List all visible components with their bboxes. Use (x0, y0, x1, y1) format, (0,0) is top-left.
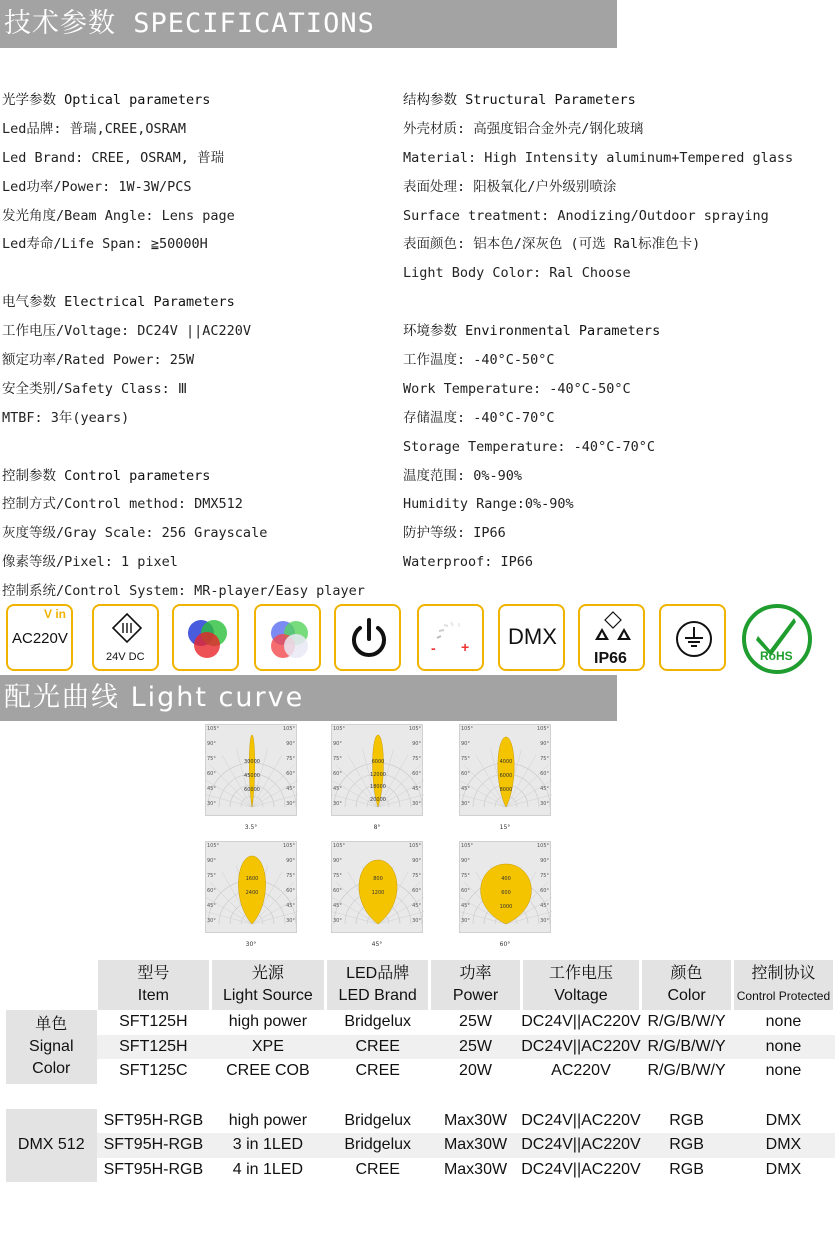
specifications-banner: 技术参数 SPECIFICATIONS (0, 0, 617, 48)
spec-line: 防护等级: IP66 (403, 525, 506, 542)
polar-tick-label: 60° (540, 771, 549, 777)
polar-grid (206, 842, 298, 934)
table-row (6, 1158, 835, 1183)
table-header-cell (521, 960, 640, 1010)
polar-tick-label: 45° (412, 786, 421, 792)
class-three-24vdc-icon (92, 604, 159, 671)
polar-curve-chart (331, 724, 423, 816)
table-cell: 20W (459, 1062, 492, 1080)
polar-tick-label: 45° (207, 903, 216, 909)
header-en: Item (137, 987, 169, 1004)
polar-tick-label: 60° (207, 771, 216, 777)
polar-tick-label: 60° (333, 771, 342, 777)
table-cell: DMX (765, 1111, 802, 1129)
polar-tick-label: 45° (207, 786, 216, 792)
polar-tick-label: 75° (333, 756, 342, 762)
intensity-label: 18000 (370, 784, 386, 790)
dmx-label: DMX (508, 624, 557, 649)
dimmer-plus: + (461, 639, 470, 655)
polar-curve-chart (205, 724, 297, 816)
polar-tick-label: 45° (461, 786, 470, 792)
intensity-label: 6000 (371, 759, 385, 765)
table-cell: 25W (430, 1035, 521, 1060)
polar-tick-label: 105° (461, 726, 474, 732)
spec-line: 发光角度/Beam Angle: Lens page (2, 207, 235, 224)
polar-grid (332, 842, 424, 934)
table-header-cell (210, 960, 325, 1010)
spec-line (2, 433, 412, 462)
rohs-check-icon (742, 604, 812, 674)
intensity-label: 4000 (499, 759, 513, 765)
table-cell: XPE (210, 1035, 325, 1060)
table-row (6, 1109, 835, 1134)
rgbw-color-icon (254, 604, 321, 671)
table-row (6, 1035, 835, 1060)
table-cell: DC24V||AC220V (521, 1035, 640, 1060)
rohs-label: RoHS (760, 649, 793, 663)
table-header-row (6, 960, 835, 1010)
intensity-label: 400 (501, 876, 511, 882)
polar-grid (460, 725, 552, 817)
table-cell: 3 in 1LED (210, 1133, 325, 1158)
polar-tick-label: 90° (412, 858, 421, 864)
polar-tick-label: 75° (286, 873, 295, 879)
table-cell: high power (228, 1111, 308, 1129)
polar-tick-label: 75° (333, 873, 342, 879)
table-cell: DMX (765, 1160, 802, 1178)
header-cn: 工作电压 (548, 965, 613, 982)
spec-line: 温度范围: 0%-90% (403, 467, 523, 484)
spec-line: Material: High Intensity aluminum+Tempered glass (403, 149, 794, 166)
specs-left-column (2, 86, 412, 606)
dc-label: 24V DC (106, 651, 145, 663)
intensity-label: 12000 (370, 771, 386, 778)
table-cell: CREE (326, 1035, 430, 1060)
polar-tick-label: 75° (207, 873, 216, 879)
spec-line: Led寿命/Life Span: ≧50000H (2, 236, 208, 253)
intensity-label: 30000 (244, 759, 260, 765)
spec-line (2, 259, 412, 288)
spec-line: Light Body Color: Ral Choose (403, 265, 631, 282)
rgb-circles-icon (174, 606, 241, 673)
table-header-cell (326, 960, 430, 1010)
beam-shape (498, 737, 514, 807)
spec-line: Work Temperature: -40°C-50°C (403, 380, 631, 397)
polar-tick-label: 75° (207, 756, 216, 762)
header-cn: 颜色 (670, 965, 703, 982)
table-header-cell (732, 960, 834, 1010)
table-cell: SFT125H (97, 1035, 211, 1060)
dimmer-icon (417, 604, 484, 671)
spec-line: 表面处理: 阳极氧化/户外级别喷涂 (403, 178, 617, 195)
polar-tick-label: 90° (286, 741, 295, 747)
header-en: Control Protected (736, 989, 831, 1003)
table-cell: SFT95H-RGB (103, 1160, 204, 1178)
polar-tick-label: 75° (540, 756, 549, 762)
spec-section-heading: 电气参数 Electrical Parameters (2, 294, 235, 311)
table-row (6, 1133, 835, 1158)
spec-line: 像素等级/Pixel: 1 pixel (2, 554, 178, 571)
header-en: Voltage (554, 987, 608, 1004)
table-header-cell (97, 960, 211, 1010)
table-cell: none (732, 1035, 834, 1060)
polar-tick-label: 45° (540, 786, 549, 792)
polar-tick-label: 105° (333, 843, 346, 849)
spec-line: 控制方式/Control method: DMX512 (2, 496, 243, 513)
table-cell: RGB (641, 1133, 733, 1158)
polar-tick-label: 45° (540, 903, 549, 909)
table-cell: none (765, 1062, 802, 1080)
beam-angle-caption: 60° (499, 941, 511, 948)
spec-line: 工作电压/Voltage: DC24V ||AC220V (2, 323, 252, 340)
polar-tick-label: 30° (461, 801, 470, 807)
table-cell: DMX (732, 1133, 834, 1158)
polar-tick-label: 105° (461, 843, 474, 849)
specs-right-column (403, 86, 833, 577)
polar-tick-label: 45° (286, 786, 295, 792)
table-cell: RGB (669, 1160, 704, 1178)
feature-icons-row (6, 604, 836, 674)
polar-tick-label: 105° (408, 843, 421, 849)
group-label: DMX 512 (6, 1109, 97, 1183)
power-switch-icon (334, 604, 401, 671)
header-en: Power (452, 987, 499, 1004)
polar-tick-label: 90° (412, 741, 421, 747)
polar-tick-label: 30° (333, 801, 342, 807)
table-cell: DC24V||AC220V (521, 1111, 641, 1129)
spec-line: Surface treatment: Anodizing/Outdoor spraying (403, 207, 769, 224)
table-cell: DC24V||AC220V (521, 1133, 640, 1158)
intensity-label: 20000 (370, 796, 386, 803)
spec-line: Led品牌: 普瑞,CREE,OSRAM (2, 120, 187, 137)
header-cn: 功率 (459, 965, 492, 982)
header-en: Color (667, 987, 706, 1004)
polar-grid (206, 725, 298, 817)
product-spec-table (6, 960, 836, 1182)
spec-line: Humidity Range:0%-90% (403, 496, 574, 513)
polar-tick-label: 30° (207, 801, 216, 807)
polar-tick-label: 105° (207, 726, 220, 732)
table-row (6, 1010, 835, 1035)
polar-tick-label: 30° (540, 918, 549, 924)
intensity-label: 6000 (499, 773, 513, 779)
polar-curve-chart (205, 841, 297, 933)
polar-tick-label: 90° (461, 741, 470, 747)
beam-angle-caption: 8° (373, 824, 381, 831)
polar-tick-label: 45° (286, 903, 295, 909)
header-cn: 光源 (251, 965, 284, 982)
spec-line: Waterproof: IP66 (403, 554, 534, 571)
spec-line: 控制系统/Control System: MR-player/Easy player (2, 583, 365, 600)
intensity-label: 800 (373, 876, 383, 882)
polar-tick-label: 30° (286, 801, 295, 807)
spec-line: 表面颜色: 铝本色/深灰色 (可选 Ral标准色卡) (403, 236, 701, 253)
ip66-icon (578, 604, 645, 671)
ground-icon (659, 604, 726, 671)
beam-angle-caption: 15° (499, 824, 511, 831)
polar-tick-label: 45° (333, 786, 342, 792)
beam-angle-caption: 45° (371, 941, 383, 948)
spec-line: MTBF: 3年(years) (2, 409, 130, 426)
table-cell: R/G/B/W/Y (647, 1013, 726, 1031)
ip-label: IP66 (594, 650, 627, 667)
table-cell: R/G/B/W/Y (641, 1035, 733, 1060)
intensity-label: 1200 (371, 890, 385, 896)
spec-line: Storage Temperature: -40°C-70°C (403, 438, 655, 455)
polar-tick-label: 30° (412, 918, 421, 924)
ac220v-icon (6, 604, 73, 671)
header-en: Light Source (222, 987, 313, 1004)
polar-tick-label: 45° (333, 903, 342, 909)
table-cell: DC24V||AC220V (521, 1013, 641, 1031)
spec-line: 灰度等级/Gray Scale: 256 Grayscale (2, 525, 268, 542)
polar-tick-label: 105° (408, 726, 421, 732)
dimming-arc-icon (419, 606, 486, 673)
table-cell: high power (228, 1013, 308, 1031)
polar-tick-label: 30° (333, 918, 342, 924)
spec-section-heading: 结构参数 Structural Parameters (403, 92, 636, 108)
polar-tick-label: 90° (461, 858, 470, 864)
table-row (6, 1059, 835, 1084)
dimmer-minus: - (431, 640, 436, 656)
polar-tick-label: 90° (207, 858, 216, 864)
table-header-cell (641, 960, 733, 1010)
header-cn: 型号 (137, 965, 170, 982)
polar-tick-label: 75° (461, 873, 470, 879)
polar-tick-label: 75° (286, 756, 295, 762)
spec-line (403, 288, 833, 317)
spec-line: 外壳材质: 高强度铝合金外壳/钢化玻璃 (403, 120, 644, 137)
polar-tick-label: 105° (536, 843, 549, 849)
polar-tick-label: 45° (461, 903, 470, 909)
spec-section-heading: 控制参数 Control parameters (2, 467, 211, 484)
intensity-label: 8000 (499, 787, 513, 793)
beam-angle-caption: 30° (245, 941, 257, 948)
polar-tick-label: 75° (412, 873, 421, 879)
polar-tick-label: 105° (536, 726, 549, 732)
header-cn: LED品牌 (346, 965, 410, 982)
table-cell: CREE (355, 1160, 400, 1178)
table-cell: 25W (459, 1013, 492, 1031)
light-curve-banner: 配光曲线 Light curve (0, 675, 617, 721)
intensity-label: 2400 (245, 890, 259, 896)
table-cell: RGB (669, 1111, 704, 1129)
polar-tick-label: 105° (333, 726, 346, 732)
rgbw-circles-icon (256, 606, 323, 673)
polar-tick-label: 105° (282, 843, 295, 849)
rohs-icon (742, 604, 812, 674)
beam-angle-caption: 3.5° (244, 824, 258, 831)
table-header-cell (6, 960, 97, 1010)
polar-tick-label: 90° (333, 858, 342, 864)
intensity-label: 1000 (499, 904, 513, 910)
polar-tick-label: 60° (333, 888, 342, 894)
polar-tick-label: 90° (207, 741, 216, 747)
spec-line: Led Brand: CREE, OSRAM, 普瑞 (2, 149, 225, 166)
table-cell: Max30W (430, 1133, 521, 1158)
table-cell: CREE (355, 1062, 400, 1080)
polar-tick-label: 90° (540, 741, 549, 747)
table-cell: SFT95H-RGB (97, 1133, 211, 1158)
polar-tick-label: 60° (412, 771, 421, 777)
polar-tick-label: 75° (461, 756, 470, 762)
table-spacer (6, 1084, 835, 1109)
table-cell: SFT125C (119, 1062, 188, 1080)
rgb-color-icon (172, 604, 239, 671)
voltage-label: AC220V (12, 630, 68, 647)
polar-tick-label: 30° (540, 801, 549, 807)
polar-tick-label: 30° (207, 918, 216, 924)
header-en: LED Brand (338, 987, 417, 1004)
polar-tick-label: 105° (282, 726, 295, 732)
polar-tick-label: 60° (207, 888, 216, 894)
polar-tick-label: 60° (461, 771, 470, 777)
polar-tick-label: 75° (412, 756, 421, 762)
polar-tick-label: 45° (412, 903, 421, 909)
header-cn: 控制协议 (751, 965, 816, 982)
polar-tick-label: 60° (412, 888, 421, 894)
polar-curve-chart (331, 841, 423, 933)
polar-tick-label: 90° (333, 741, 342, 747)
table-cell: DC24V||AC220V (521, 1160, 641, 1178)
spec-line: 工作温度: -40°C-50°C (403, 352, 555, 369)
table-cell: none (765, 1013, 802, 1031)
spec-section-heading: 环境参数 Environmental Parameters (403, 323, 661, 340)
polar-tick-label: 90° (286, 858, 295, 864)
intensity-label: 1600 (245, 876, 259, 882)
polar-tick-label: 60° (461, 888, 470, 894)
earth-ground-icon (661, 606, 728, 673)
table-cell: Bridgelux (344, 1111, 412, 1129)
polar-tick-label: 30° (412, 801, 421, 807)
polar-grid (460, 842, 552, 934)
polar-curve-chart (459, 841, 551, 933)
polar-tick-label: 30° (461, 918, 470, 924)
table-cell: Bridgelux (326, 1133, 430, 1158)
table-cell: R/G/B/W/Y (647, 1062, 726, 1080)
table-cell: CREE COB (226, 1062, 310, 1080)
table-header-cell (430, 960, 521, 1010)
polar-tick-label: 90° (540, 858, 549, 864)
polar-tick-label: 60° (540, 888, 549, 894)
table-cell: Bridgelux (344, 1013, 412, 1031)
table-cell: SFT95H-RGB (103, 1111, 204, 1129)
polar-curve-chart (459, 724, 551, 816)
dmx-icon (498, 604, 565, 671)
polar-tick-label: 60° (286, 771, 295, 777)
group-label: 单色 Signal Color (6, 1010, 97, 1084)
polar-tick-label: 105° (207, 843, 220, 849)
intensity-label: 60000 (244, 787, 260, 793)
power-icon (336, 606, 403, 673)
intensity-label: 600 (501, 890, 511, 896)
spec-line: 存储温度: -40°C-70°C (403, 409, 555, 426)
vin-label: V in (43, 607, 66, 621)
polar-tick-label: 60° (286, 888, 295, 894)
table-cell: AC220V (551, 1062, 611, 1080)
table-cell: Max30W (443, 1160, 508, 1178)
spec-line: Led功率/Power: 1W-3W/PCS (2, 178, 192, 195)
spec-line: 安全类别/Safety Class: Ⅲ (2, 380, 188, 397)
table-cell: Max30W (443, 1111, 508, 1129)
intensity-label: 45000 (244, 773, 260, 779)
spec-line: 额定功率/Rated Power: 25W (2, 352, 195, 369)
polar-tick-label: 75° (540, 873, 549, 879)
table-cell: SFT125H (119, 1013, 188, 1031)
polar-tick-label: 30° (286, 918, 295, 924)
table-cell: 4 in 1LED (232, 1160, 304, 1178)
spec-section-heading: 光学参数 Optical parameters (2, 92, 211, 108)
